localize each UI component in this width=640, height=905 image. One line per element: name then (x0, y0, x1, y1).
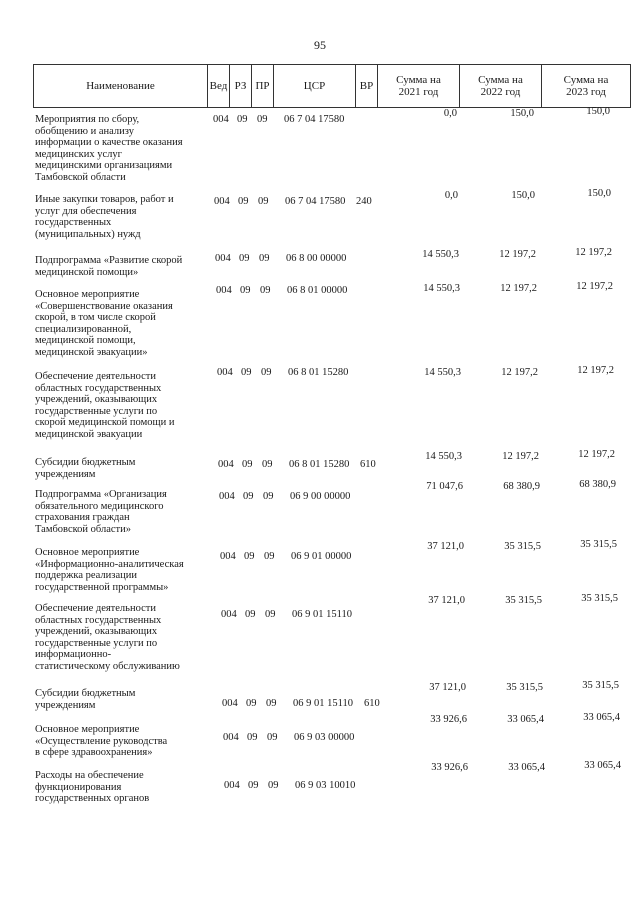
row-sum-2021: 33 926,6 (430, 714, 467, 725)
row-sum-2023: 12 197,2 (577, 365, 614, 376)
row-rz: 09 (242, 459, 253, 470)
row-ved: 004 (213, 114, 229, 125)
row-rz: 09 (240, 285, 251, 296)
row-name: Расходы на обеспечение функционирования государственных органов (35, 770, 150, 804)
row-csr: 06 7 04 17580 (284, 114, 345, 125)
row-csr: 06 8 01 00000 (287, 285, 348, 296)
row-csr: 06 8 01 15280 (289, 459, 350, 470)
row-ved: 004 (222, 698, 238, 709)
row-csr: 06 9 03 00000 (294, 732, 355, 743)
row-sum-2021: 71 047,6 (426, 481, 463, 492)
row-sum-2022: 35 315,5 (506, 682, 543, 693)
row-pr: 09 (266, 698, 277, 709)
row-sum-2023: 150,0 (587, 188, 611, 199)
row-sum-2023: 35 315,5 (580, 539, 617, 550)
row-csr: 06 9 03 10010 (295, 780, 356, 791)
row-name: Основное мероприятие «Осуществление руководства в сфере здравоохранения» (35, 724, 168, 758)
row-sum-2022: 12 197,2 (500, 283, 537, 294)
row-pr: 09 (268, 780, 279, 791)
row-rz: 09 (246, 698, 257, 709)
row-csr: 06 9 01 15110 (292, 609, 352, 620)
row-sum-2022: 150,0 (510, 108, 534, 119)
row-sum-2023: 68 380,9 (579, 479, 616, 490)
row-pr: 09 (259, 253, 270, 264)
row-csr: 06 8 01 15280 (288, 367, 349, 378)
row-sum-2021: 14 550,3 (423, 283, 460, 294)
row-csr: 06 7 04 17580 (285, 196, 346, 207)
col-header-rz: РЗ (229, 64, 251, 108)
row-pr: 09 (258, 196, 269, 207)
col-header-vr: ВР (355, 64, 377, 108)
row-name: Субсидии бюджетным учреждениям (35, 457, 136, 480)
row-sum-2021: 37 121,0 (427, 541, 464, 552)
row-sum-2022: 12 197,2 (502, 451, 539, 462)
row-pr: 09 (263, 491, 274, 502)
row-sum-2021: 0,0 (443, 108, 457, 119)
col-header-ved: Вед (207, 64, 229, 108)
row-name: Основное мероприятие «Совершенствование оказания скорой, в том числе скорой специализированной, медицинской помощи, медицинской эвакуации» (35, 289, 173, 358)
row-name: Подпрограмма «Организация обязательного медицинского страхования граждан Тамбовской области» (35, 489, 167, 535)
row-rz: 09 (241, 367, 252, 378)
row-csr: 06 9 01 15110 (293, 698, 353, 709)
row-sum-2022: 35 315,5 (504, 541, 541, 552)
row-sum-2021: 37 121,0 (429, 682, 466, 693)
row-sum-2022: 35 315,5 (505, 595, 542, 606)
row-name: Мероприятия по сбору, обобщению и анализу информации о качестве оказания медицинских услуг медицинскими организациями Тамбовской области (35, 114, 183, 183)
row-sum-2023: 12 197,2 (575, 247, 612, 258)
row-sum-2021: 14 550,3 (422, 249, 459, 260)
row-sum-2023: 33 065,4 (583, 712, 620, 723)
row-sum-2023: 33 065,4 (584, 760, 621, 771)
row-csr: 06 8 00 00000 (286, 253, 347, 264)
row-name: Обеспечение деятельности областных государственных учреждений, оказывающих государственные услуги по информационно- статистическому обслуживанию (35, 603, 180, 672)
row-ved: 004 (218, 459, 234, 470)
row-pr: 09 (260, 285, 271, 296)
row-sum-2023: 35 315,5 (581, 593, 618, 604)
row-name: Подпрограмма «Развитие скорой медицинской помощи» (35, 255, 183, 278)
row-sum-2021: 0,0 (444, 190, 458, 201)
row-sum-2023: 150,0 (586, 106, 610, 117)
row-name: Обеспечение деятельности областных государственных учреждений, оказывающих государственные услуги по скорой медицинской помощи и медицинской эвакуации (35, 371, 175, 440)
page-number: 95 (314, 38, 326, 52)
row-sum-2021: 14 550,3 (425, 451, 462, 462)
row-name: Иные закупки товаров, работ и услуг для обеспечения государственных (муниципальных) нужд (35, 194, 174, 240)
row-sum-2022: 33 065,4 (507, 714, 544, 725)
row-pr: 09 (267, 732, 278, 743)
row-name: Основное мероприятие «Информационно-аналитическая поддержка реализации государственной программы» (35, 547, 184, 593)
row-sum-2021: 33 926,6 (431, 762, 468, 773)
row-csr: 06 9 01 00000 (291, 551, 352, 562)
row-vr: 610 (364, 698, 380, 709)
row-ved: 004 (224, 780, 240, 791)
row-rz: 09 (237, 114, 248, 125)
row-sum-2022: 12 197,2 (499, 249, 536, 260)
row-pr: 09 (257, 114, 268, 125)
row-rz: 09 (243, 491, 254, 502)
row-rz: 09 (245, 609, 256, 620)
row-ved: 004 (214, 196, 230, 207)
row-rz: 09 (239, 253, 250, 264)
col-header-csr: ЦСР (273, 64, 355, 108)
row-sum-2023: 35 315,5 (582, 680, 619, 691)
row-ved: 004 (223, 732, 239, 743)
row-ved: 004 (215, 253, 231, 264)
table-header (33, 64, 631, 108)
col-header-sum-2023: Сумма на 2023 год (541, 64, 631, 108)
row-pr: 09 (261, 367, 272, 378)
col-header-sum-2022: Сумма на 2022 год (459, 64, 541, 108)
row-vr: 240 (356, 196, 372, 207)
row-ved: 004 (217, 367, 233, 378)
row-csr: 06 9 00 00000 (290, 491, 351, 502)
row-rz: 09 (247, 732, 258, 743)
row-sum-2022: 150,0 (511, 190, 535, 201)
row-ved: 004 (216, 285, 232, 296)
col-header-sum-2021: Сумма на 2021 год (377, 64, 459, 108)
row-sum-2021: 14 550,3 (424, 367, 461, 378)
row-sum-2023: 12 197,2 (578, 449, 615, 460)
row-sum-2022: 12 197,2 (501, 367, 538, 378)
row-sum-2022: 33 065,4 (508, 762, 545, 773)
row-sum-2021: 37 121,0 (428, 595, 465, 606)
row-pr: 09 (262, 459, 273, 470)
row-pr: 09 (264, 551, 275, 562)
row-name: Субсидии бюджетным учреждениям (35, 688, 136, 711)
col-header-pr: ПР (251, 64, 273, 108)
row-rz: 09 (238, 196, 249, 207)
row-ved: 004 (219, 491, 235, 502)
col-header-name: Наименование (33, 64, 207, 108)
row-ved: 004 (221, 609, 237, 620)
row-vr: 610 (360, 459, 376, 470)
row-ved: 004 (220, 551, 236, 562)
row-pr: 09 (265, 609, 276, 620)
row-sum-2022: 68 380,9 (503, 481, 540, 492)
row-sum-2023: 12 197,2 (576, 281, 613, 292)
row-rz: 09 (248, 780, 259, 791)
row-rz: 09 (244, 551, 255, 562)
